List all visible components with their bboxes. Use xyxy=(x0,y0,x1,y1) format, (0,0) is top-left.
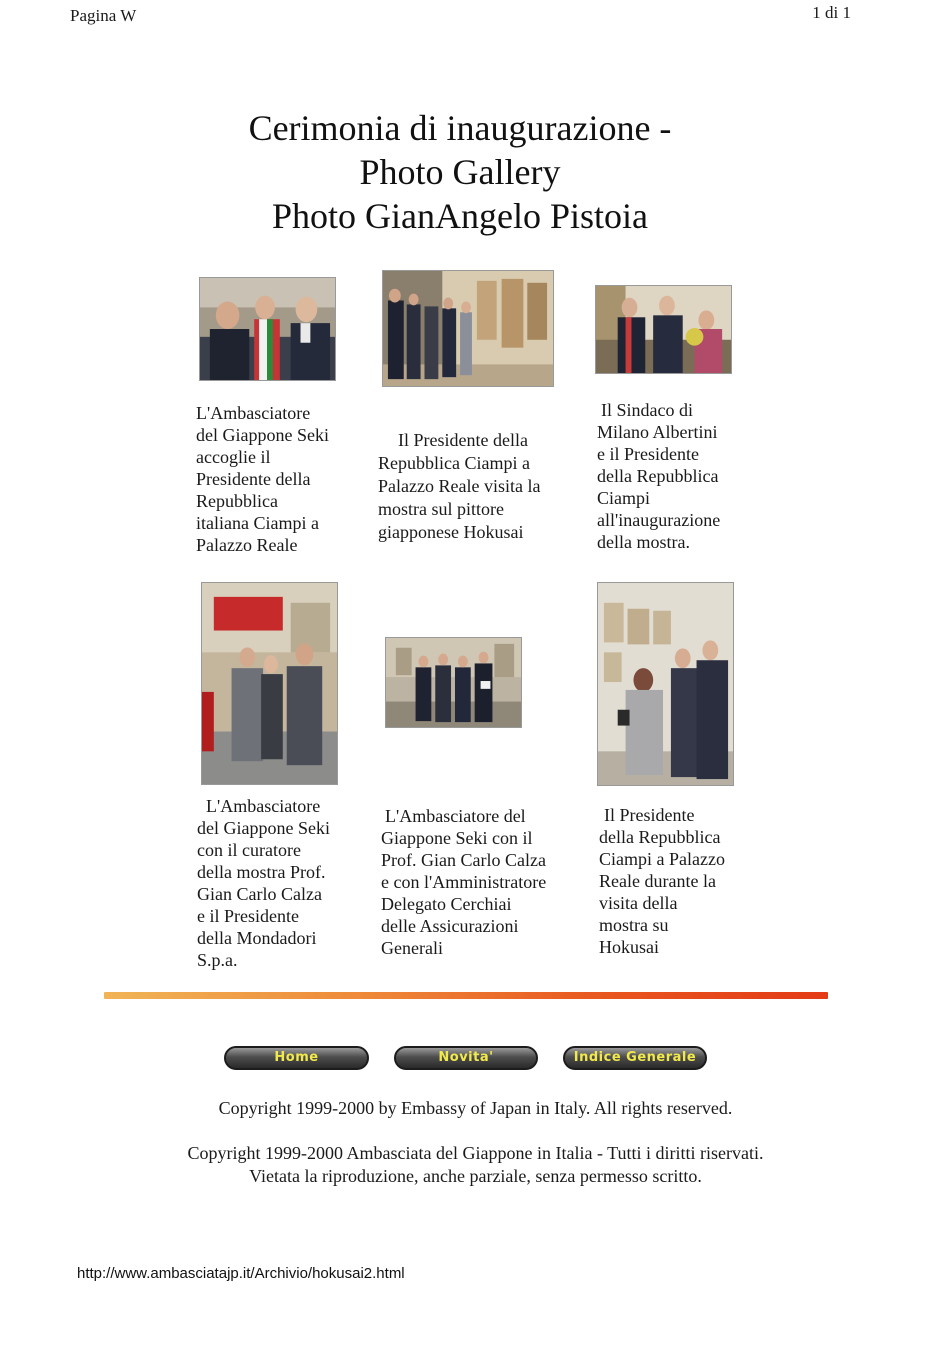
copyright-italian: Copyright 1999-2000 Ambasciata del Giappone in Italia - Tutti i diritti riservati. xyxy=(187,1143,764,1163)
copyright-english: Copyright 1999-2000 by Embassy of Japan in Italy. All rights reserved. xyxy=(218,1098,733,1118)
indice-generale-button[interactable]: Indice Generale xyxy=(563,1046,707,1070)
gallery-photo-1[interactable] xyxy=(199,277,336,381)
novita-button[interactable]: Novita' xyxy=(394,1046,538,1070)
gallery-caption-2: Il Presidente della Repubblica Ciampi a Palazzo Reale visita la mostra sul pittore giapponese Hokusai xyxy=(378,430,541,542)
gallery-photo-5[interactable] xyxy=(385,637,522,728)
copyright-notice: Vietata la riproduzione, anche parziale, senza permesso scritto. xyxy=(249,1166,702,1186)
gallery-photo-2[interactable] xyxy=(382,270,554,387)
title-line-1: Cerimonia di inaugurazione - xyxy=(248,108,672,148)
gallery-caption-6: Il Presidente della Repubblica Ciampi a Palazzo Reale durante la visita della mostra su Hokusai xyxy=(599,805,725,957)
title-line-3: Photo GianAngelo Pistoia xyxy=(272,196,648,236)
divider-rule xyxy=(104,992,828,999)
gallery-photo-6[interactable] xyxy=(597,582,734,786)
gallery-caption-5: L'Ambasciatore del Giappone Seki con il Prof. Gian Carlo Calza e con l'Amministratore Delegato Cerchiai delle Assicurazioni Generali xyxy=(381,806,547,958)
page-header-left: Pagina W xyxy=(70,6,137,25)
page-title xyxy=(150,106,770,238)
gallery-photo-3[interactable] xyxy=(595,285,732,374)
page-url: http://www.ambasciatajp.it/Archivio/hokusai2.html xyxy=(77,1265,405,1282)
title-line-2: Photo Gallery xyxy=(359,152,561,192)
gallery-caption-3: Il Sindaco di Milano Albertini e il Presidente della Repubblica Ciampi all'inaugurazione della mostra. xyxy=(597,400,721,552)
home-button[interactable]: Home xyxy=(224,1046,369,1070)
gallery-caption-4: L'Ambasciatore del Giappone Seki con il curatore della mostra Prof. Gian Carlo Calza e il Presidente della Mondadori S.p.a. xyxy=(197,796,330,970)
page-counter: 1 di 1 xyxy=(812,3,851,22)
gallery-photo-4[interactable] xyxy=(201,582,338,785)
gallery-caption-1: L'Ambasciatore del Giappone Seki accoglie il Presidente della Repubblica italiana Ciampi a Palazzo Reale xyxy=(196,403,329,555)
